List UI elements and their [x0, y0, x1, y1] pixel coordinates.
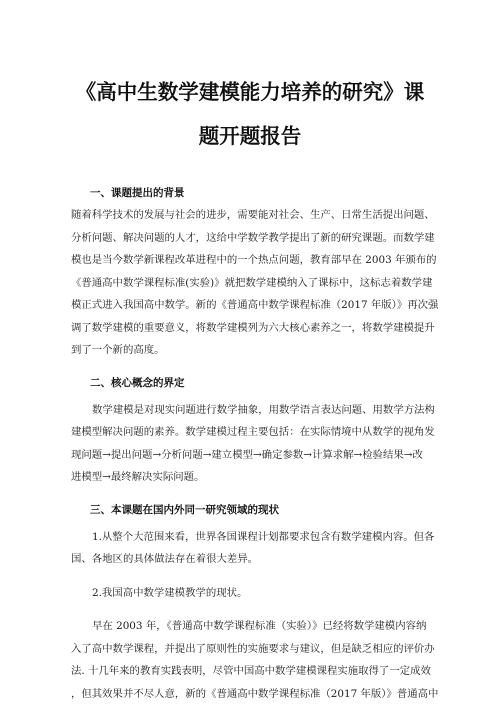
section-body-background	[71, 204, 439, 362]
text-line: 现问题→提出问题→分析问题→建立模型→确定参数→计算求解→检验结果→改	[71, 448, 423, 461]
text-line: 国、各地区的具体做法存在着很大差异。	[71, 553, 259, 565]
text-line: ，但其效果并不尽人意，新的《普通高中数学课程标准（2017 年版）》普通高中	[71, 687, 439, 700]
text-line: 数学建模是对现实问题进行数学抽象，用数学语言表达问题、用数学方法构	[92, 403, 435, 416]
section-heading-core-concepts: 二、核心概念的界定	[90, 376, 185, 389]
text-line: 建模型解决问题的素养。数学建模过程主要包括：在实际情境中从数学的视角发	[71, 426, 435, 438]
text-line: 1.从整个大范围来看，世界各国课程计划都要求包含有数学建模内容。但各	[92, 530, 435, 543]
text-line: 到了一个新的高度。	[71, 344, 165, 356]
text-line: 2.我国高中数学建模教学的现状。	[92, 586, 248, 599]
text-line: 分析问题、解决问题的人才，这给中学数学教学提出了新的研究课题。而数学建	[71, 231, 435, 244]
section-body-core-concepts	[71, 399, 435, 489]
text-line: 进模型→最终解决实际问题。	[71, 471, 205, 483]
title-line-2: 题开题报告	[198, 124, 302, 148]
text-line: 法. 十几年来的教育实践表明，尽管中国高中数学建模课程实施取得了一定成效	[71, 665, 431, 677]
text-line: 早在 2003 年，《普通高中数学课程标准（实验）》已经将数学建模内容纳	[92, 620, 427, 632]
section-heading-background: 一、课题提出的背景	[90, 187, 185, 199]
document-title	[71, 0, 429, 157]
title-line-1: 《高中生数学建模能力培养的研究》课	[75, 80, 425, 104]
research-status-paragraph-3	[71, 615, 439, 705]
text-line: 《普通高中数学课程标准(实验)》就把数学建模纳入了课标中，这标志着数学建	[71, 276, 433, 289]
text-line: 入了高中数学课程，并提出了原则性的实施要求与建议，但是缺乏相应的评价办	[71, 642, 435, 655]
text-line: 随着科学技术的发展与社会的进步，需要能对社会、生产、日常生活提出问题、	[71, 209, 435, 221]
text-line: 调了数学建模的重要意义，将数学建模列为六大核心素养之一，将数学建模提升	[71, 321, 435, 334]
text-line: 模也是当今数学新课程改革进程中的一个热点问题，教育部早在 2003 年颁布的	[71, 254, 437, 266]
research-status-paragraph-2	[71, 582, 429, 605]
text-line: 模正式进入我国高中数学。新的《普通高中数学课程标准（2017 年版）》再次强	[71, 299, 439, 311]
research-status-paragraph-1	[71, 526, 435, 571]
section-heading-research-status: 三、本课题在国内外同一研究领域的现状	[90, 503, 279, 516]
